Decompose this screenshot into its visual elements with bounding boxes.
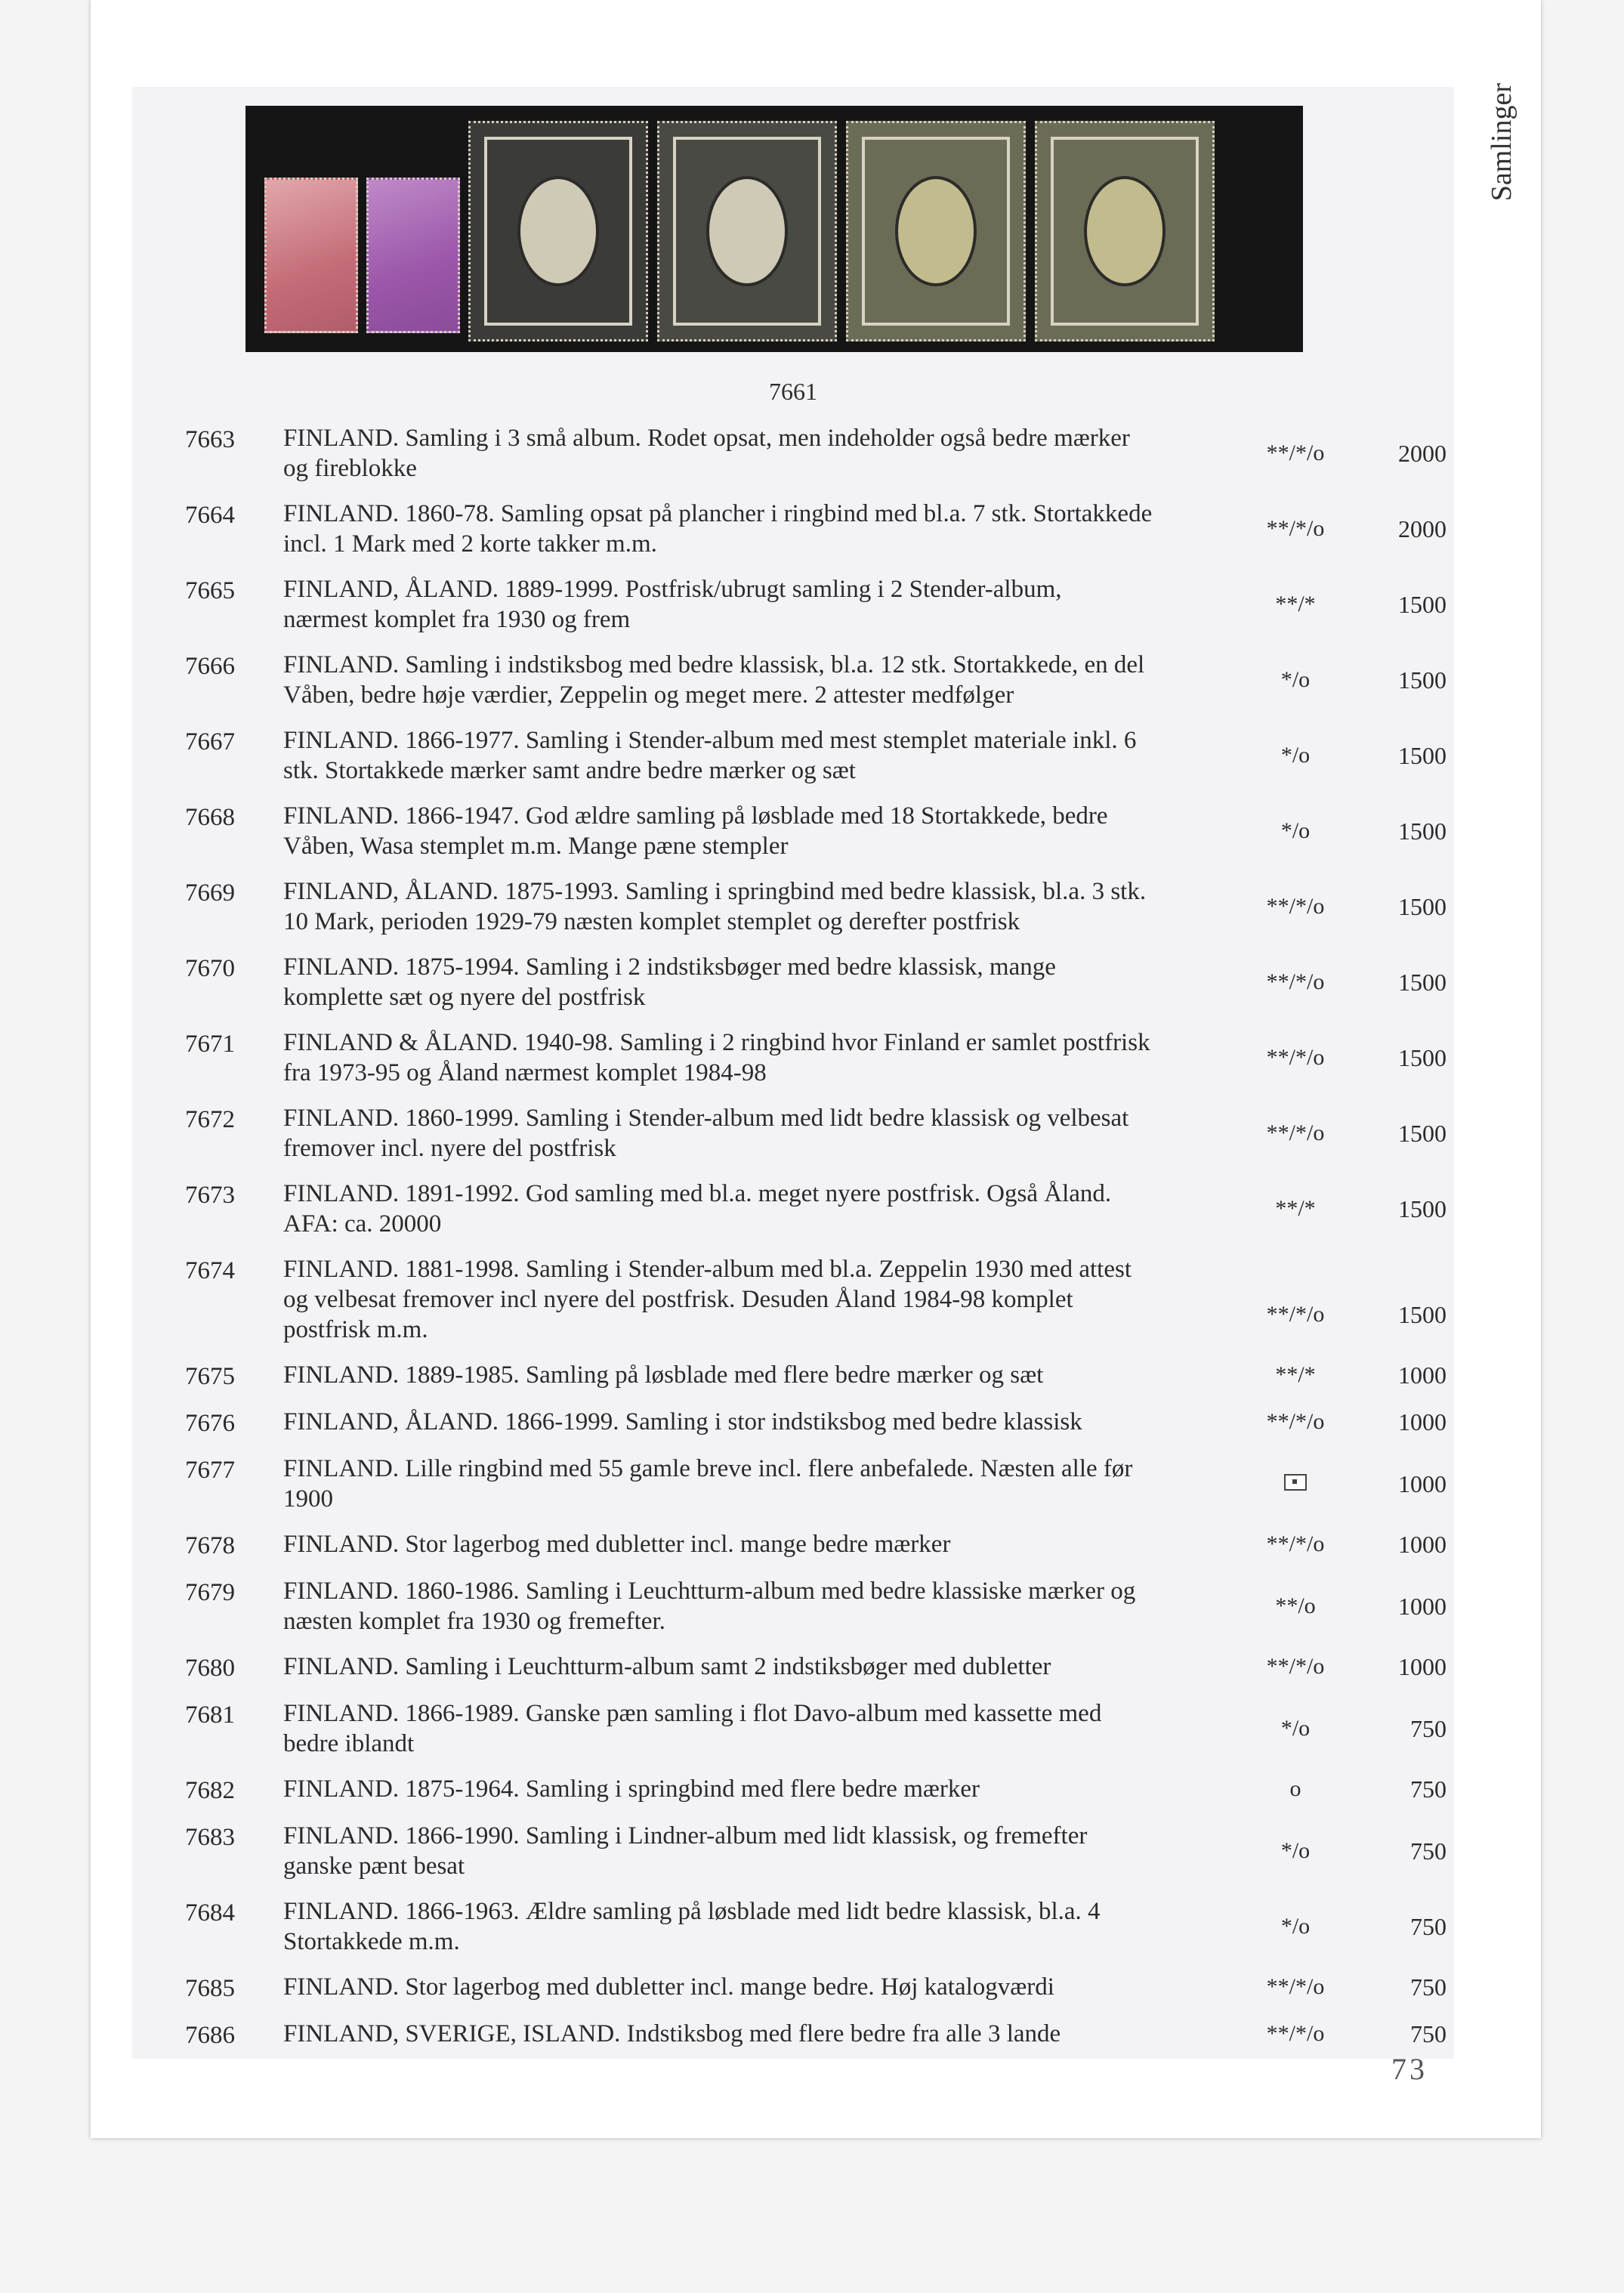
lot-price: 750 bbox=[1410, 1913, 1446, 1940]
lot-row bbox=[185, 650, 1446, 725]
lot-row bbox=[185, 1652, 1446, 1698]
lot-description-line: FINLAND. 1875-1964. Samling i springbind med flere bedre mærker bbox=[283, 1775, 980, 1803]
lot-number: 7667 bbox=[185, 728, 235, 756]
lot-price: 2000 bbox=[1398, 440, 1446, 467]
lot-number: 7674 bbox=[185, 1257, 235, 1284]
lot-row bbox=[185, 1972, 1446, 2019]
lot-description-line: ganske pænt besat bbox=[283, 1853, 465, 1880]
lot-description-line: FINLAND. 1860-1986. Samling i Leuchtturm-album med bedre klassiske mærker og bbox=[283, 1578, 1136, 1605]
lot-row bbox=[185, 1407, 1446, 1454]
lot-description-line: næsten komplet fra 1930 og fremefter. bbox=[283, 1608, 665, 1635]
lot-number: 7669 bbox=[185, 879, 235, 907]
lot-description-line: FINLAND. 1866-1963. Ældre samling på løsblade med lidt bedre klassisk, bl.a. 4 bbox=[283, 1898, 1101, 1925]
lot-price: 750 bbox=[1410, 1837, 1446, 1865]
lot-number: 7670 bbox=[185, 955, 235, 982]
lot-number: 7666 bbox=[185, 653, 235, 680]
lot-condition: **/* bbox=[1275, 1196, 1316, 1221]
lot-price: 1000 bbox=[1398, 1653, 1446, 1680]
lot-price: 1500 bbox=[1398, 742, 1446, 769]
lot-row bbox=[185, 1529, 1446, 1576]
lot-description bbox=[283, 1652, 1227, 1682]
lot-row bbox=[185, 952, 1446, 1028]
lot-price: 750 bbox=[1410, 1715, 1446, 1742]
lot-condition: **/*/o bbox=[1266, 1974, 1325, 1999]
lot-row bbox=[185, 574, 1446, 650]
lot-description-line: FINLAND. 1881-1998. Samling i Stender-album med bl.a. Zeppelin 1930 med attest bbox=[283, 1256, 1132, 1283]
lot-description-line: FINLAND. 1866-1947. God ældre samling på løsblade med 18 Stortakkede, bedre bbox=[283, 802, 1108, 830]
lot-description bbox=[283, 423, 1227, 484]
lot-description bbox=[283, 952, 1227, 1012]
lot-price: 1000 bbox=[1398, 1531, 1446, 1558]
lot-condition: **/*/o bbox=[1266, 1120, 1325, 1145]
lot-condition bbox=[1231, 1469, 1360, 1499]
lot-condition: */o bbox=[1280, 818, 1311, 843]
lot-price: 1500 bbox=[1398, 893, 1446, 920]
lot-description bbox=[283, 1103, 1227, 1163]
lot-description bbox=[283, 1028, 1227, 1088]
lot-description-line: 10 Mark, perioden 1929-79 næsten komplet stemplet og derefter postfrisk bbox=[283, 908, 1020, 935]
lot-number: 7685 bbox=[185, 1975, 235, 2002]
lot-price: 1000 bbox=[1398, 1470, 1446, 1497]
lot-description-line: FINLAND. Stor lagerbog med dubletter incl. mange bedre mærker bbox=[283, 1531, 951, 1558]
stamp-10-mark-b bbox=[846, 121, 1026, 341]
lot-number: 7677 bbox=[185, 1457, 235, 1484]
lot-price: 1000 bbox=[1398, 1593, 1446, 1620]
lot-number: 7681 bbox=[185, 1701, 235, 1729]
lot-description bbox=[283, 1576, 1227, 1636]
lot-description bbox=[283, 1972, 1227, 2002]
lot-number: 7682 bbox=[185, 1777, 235, 1804]
lot-description bbox=[283, 2019, 1227, 2049]
lot-description-line: komplette sæt og nyere del postfrisk bbox=[283, 984, 646, 1011]
lot-description bbox=[283, 876, 1227, 937]
lot-price: 1000 bbox=[1398, 1361, 1446, 1389]
stamp-photo bbox=[245, 106, 1303, 352]
lot-price: 1500 bbox=[1398, 1044, 1446, 1071]
lot-description-line: nærmest komplet fra 1930 og frem bbox=[283, 606, 631, 633]
lot-condition: **/*/o bbox=[1266, 1409, 1325, 1434]
lot-description-line: og fireblokke bbox=[283, 455, 417, 482]
lot-row bbox=[185, 2019, 1446, 2066]
lot-price: 2000 bbox=[1398, 515, 1446, 542]
lot-description-line: FINLAND. 1875-1994. Samling i 2 indstiksbøger med bedre klassisk, mange bbox=[283, 953, 1056, 981]
lot-description-line: AFA: ca. 20000 bbox=[283, 1210, 442, 1238]
lot-price: 750 bbox=[1410, 1775, 1446, 1803]
lot-description-line: fremover incl. nyere del postfrisk bbox=[283, 1135, 616, 1162]
lot-row bbox=[185, 1254, 1446, 1360]
lot-description bbox=[283, 725, 1227, 786]
lot-row bbox=[185, 876, 1446, 952]
lot-condition: **/o bbox=[1275, 1593, 1316, 1618]
content-area bbox=[132, 87, 1454, 2059]
section-label: Samlinger bbox=[1486, 83, 1517, 202]
lot-row bbox=[185, 1028, 1446, 1103]
lot-row bbox=[185, 499, 1446, 574]
lot-row bbox=[185, 1774, 1446, 1821]
lot-condition: */o bbox=[1280, 667, 1311, 692]
lot-description-line: Våben, bedre høje værdier, Zeppelin og meget mere. 2 attester medfølger bbox=[283, 681, 1014, 709]
stamp-1-mark-purple bbox=[366, 178, 460, 333]
figure-caption: 7661 bbox=[769, 378, 817, 405]
lot-description bbox=[283, 650, 1227, 710]
lot-price: 1500 bbox=[1398, 1301, 1446, 1328]
lot-description-line: postfrisk m.m. bbox=[283, 1316, 428, 1343]
lot-description-line: FINLAND. Samling i 3 små album. Rodet opsat, men indeholder også bedre mærker bbox=[283, 425, 1130, 452]
lot-row bbox=[185, 1360, 1446, 1407]
lot-number: 7665 bbox=[185, 577, 235, 604]
lot-description bbox=[283, 1896, 1227, 1957]
lot-description bbox=[283, 1454, 1227, 1514]
lot-condition: **/*/o bbox=[1266, 894, 1325, 919]
lot-description bbox=[283, 1821, 1227, 1881]
lot-description-line: Stortakkede m.m. bbox=[283, 1928, 460, 1955]
lot-description bbox=[283, 1529, 1227, 1559]
lot-description-line: FINLAND. 1860-1999. Samling i Stender-album med lidt bedre klassisk og velbesat bbox=[283, 1105, 1129, 1132]
lot-description-line: FINLAND. 1891-1992. God samling med bl.a. meget nyere postfrisk. Også Åland. bbox=[283, 1180, 1112, 1207]
lot-number: 7672 bbox=[185, 1106, 235, 1133]
lot-number: 7675 bbox=[185, 1363, 235, 1390]
lot-description-line: FINLAND, ÅLAND. 1875-1993. Samling i springbind med bedre klassisk, bl.a. 3 stk. bbox=[283, 878, 1147, 905]
lot-description-line: FINLAND. Samling i Leuchtturm-album samt 2 indstiksbøger med dubletter bbox=[283, 1653, 1051, 1680]
lot-condition: */o bbox=[1280, 1914, 1311, 1939]
lot-number: 7684 bbox=[185, 1899, 235, 1927]
lot-description-line: stk. Stortakkede mærker samt andre bedre mærker og sæt bbox=[283, 757, 856, 784]
lot-price: 750 bbox=[1410, 1973, 1446, 2001]
lot-condition: o bbox=[1289, 1776, 1301, 1801]
lot-condition: **/*/o bbox=[1266, 1531, 1325, 1556]
lot-row bbox=[185, 1454, 1446, 1529]
lot-price: 1500 bbox=[1398, 1120, 1446, 1147]
lot-description-line: bedre iblandt bbox=[283, 1730, 415, 1757]
lot-condition: **/*/o bbox=[1266, 516, 1325, 541]
lot-description-line: FINLAND. 1889-1985. Samling på løsblade med flere bedre mærker og sæt bbox=[283, 1361, 1044, 1389]
lot-description-line: FINLAND. 1866-1990. Samling i Lindner-album med lidt klassisk, og fremefter bbox=[283, 1822, 1088, 1850]
lot-condition: **/*/o bbox=[1266, 1654, 1325, 1679]
lot-row bbox=[185, 1821, 1446, 1896]
lot-row bbox=[185, 1576, 1446, 1652]
lot-number: 7679 bbox=[185, 1579, 235, 1606]
lot-price: 1500 bbox=[1398, 969, 1446, 996]
lot-number: 7664 bbox=[185, 502, 235, 529]
lot-condition: */o bbox=[1280, 743, 1311, 768]
cover-envelope-icon bbox=[1284, 1474, 1307, 1491]
stamp-10-mark-a bbox=[657, 121, 837, 341]
lot-condition: **/*/o bbox=[1266, 2021, 1325, 2046]
lot-description-line: og velbesat fremover incl nyere del postfrisk. Desuden Åland 1984-98 komplet bbox=[283, 1286, 1073, 1313]
lot-number: 7671 bbox=[185, 1031, 235, 1058]
lot-description bbox=[283, 1774, 1227, 1804]
lot-description-line: 1900 bbox=[283, 1485, 333, 1513]
lot-description-line: FINLAND. Stor lagerbog med dubletter incl. mange bedre. Høj katalogværdi bbox=[283, 1973, 1054, 2001]
lot-price: 1500 bbox=[1398, 666, 1446, 694]
lot-description-line: Våben, Wasa stemplet m.m. Mange pæne stempler bbox=[283, 833, 789, 860]
lot-description bbox=[283, 1360, 1227, 1390]
lot-price: 750 bbox=[1410, 2020, 1446, 2047]
lot-condition: **/*/o bbox=[1266, 969, 1325, 994]
lot-number: 7686 bbox=[185, 2022, 235, 2049]
stamp-1-mark-pink bbox=[264, 178, 358, 333]
lot-row bbox=[185, 725, 1446, 801]
lot-number: 7683 bbox=[185, 1824, 235, 1851]
lot-price: 1500 bbox=[1398, 591, 1446, 618]
lot-description bbox=[283, 1407, 1227, 1437]
lot-description-line: FINLAND. 1866-1989. Ganske pæn samling i flot Davo-album med kassette med bbox=[283, 1700, 1102, 1727]
lot-description bbox=[283, 1254, 1227, 1345]
lot-condition: **/*/o bbox=[1266, 1302, 1325, 1327]
lot-description-line: incl. 1 Mark med 2 korte takker m.m. bbox=[283, 530, 657, 558]
lot-condition: **/*/o bbox=[1266, 1045, 1325, 1070]
lot-condition: */o bbox=[1280, 1838, 1311, 1863]
lot-condition: **/*/o bbox=[1266, 440, 1325, 465]
lot-description-line: fra 1973-95 og Åland nærmest komplet 1984-98 bbox=[283, 1059, 767, 1086]
lot-condition: **/* bbox=[1275, 592, 1316, 617]
lot-row bbox=[185, 1179, 1446, 1254]
lot-row bbox=[185, 801, 1446, 876]
lot-description-line: FINLAND. Samling i indstiksbog med bedre klassisk, bl.a. 12 stk. Stortakkede, en del bbox=[283, 651, 1145, 678]
lot-description-line: FINLAND. 1860-78. Samling opsat på plancher i ringbind med bl.a. 7 stk. Stortakkede bbox=[283, 500, 1153, 527]
lot-list bbox=[185, 423, 1446, 2066]
lot-price: 1500 bbox=[1398, 1195, 1446, 1222]
lot-condition: */o bbox=[1280, 1716, 1311, 1741]
stamp-10-mark-c bbox=[1035, 121, 1215, 341]
lot-row bbox=[185, 423, 1446, 499]
lot-number: 7678 bbox=[185, 1532, 235, 1559]
lot-description bbox=[283, 1179, 1227, 1239]
lot-description-line: FINLAND. Lille ringbind med 55 gamle breve incl. flere anbefalede. Næsten alle før bbox=[283, 1455, 1133, 1482]
lot-row bbox=[185, 1698, 1446, 1774]
stamp-3-rubel bbox=[468, 121, 648, 341]
lot-description-line: FINLAND & ÅLAND. 1940-98. Samling i 2 ringbind hvor Finland er samlet postfrisk bbox=[283, 1029, 1150, 1056]
lot-description bbox=[283, 801, 1227, 861]
lot-description-line: FINLAND, ÅLAND. 1866-1999. Samling i stor indstiksbog med bedre klassisk bbox=[283, 1408, 1082, 1435]
lot-number: 7673 bbox=[185, 1182, 235, 1209]
lot-description bbox=[283, 1698, 1227, 1759]
catalog-page bbox=[91, 0, 1541, 2138]
lot-description bbox=[283, 499, 1227, 559]
lot-description bbox=[283, 574, 1227, 635]
page-number: 73 bbox=[1391, 2052, 1428, 2086]
lot-number: 7663 bbox=[185, 426, 235, 453]
lot-row bbox=[185, 1896, 1446, 1972]
lot-description-line: FINLAND. 1866-1977. Samling i Stender-album med mest stemplet materiale inkl. 6 bbox=[283, 727, 1137, 754]
lot-description-line: FINLAND, ÅLAND. 1889-1999. Postfrisk/ubrugt samling i 2 Stender-album, bbox=[283, 576, 1062, 603]
lot-number: 7676 bbox=[185, 1410, 235, 1437]
lot-number: 7668 bbox=[185, 804, 235, 831]
lot-condition: **/* bbox=[1275, 1362, 1316, 1387]
lot-description-line: FINLAND, SVERIGE, ISLAND. Indstiksbog med flere bedre fra alle 3 lande bbox=[283, 2020, 1061, 2047]
lot-row bbox=[185, 1103, 1446, 1179]
lot-number: 7680 bbox=[185, 1655, 235, 1682]
lot-price: 1000 bbox=[1398, 1408, 1446, 1435]
lot-price: 1500 bbox=[1398, 817, 1446, 845]
